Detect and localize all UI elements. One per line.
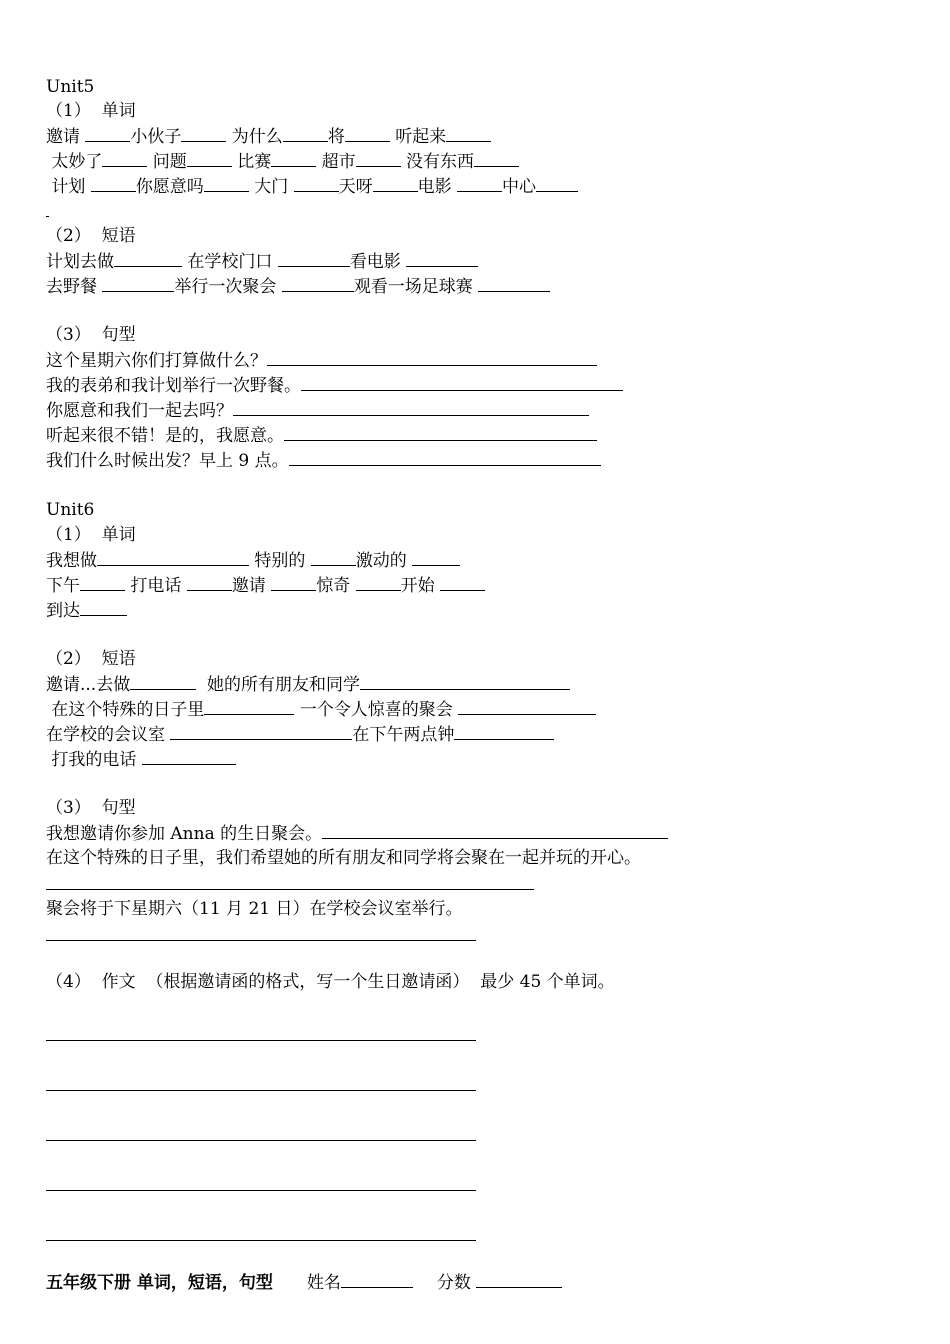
unit6-phrases-row3 (46, 724, 554, 744)
phrase-prompt: 举行一次聚会 (174, 277, 282, 297)
answer-blank[interactable] (282, 276, 354, 292)
answer-blank[interactable] (345, 126, 390, 142)
phrase-prompt: 打我的电话 (46, 750, 142, 770)
sentence-prompt: 听起来很不错！是的，我愿意。 (46, 426, 284, 446)
answer-blank[interactable] (440, 575, 485, 591)
unit6-section3-heading: （3） 句型 (46, 798, 136, 818)
composition-line[interactable] (46, 1140, 476, 1141)
answer-blank[interactable] (233, 400, 589, 416)
answer-blank[interactable] (446, 126, 491, 142)
word-prompt: 天呀 (338, 177, 373, 197)
name-label: 姓名 (306, 1273, 341, 1293)
answer-blank[interactable] (284, 425, 597, 441)
word-prompt: 将 (327, 127, 345, 147)
sentence-prompt: 我的表弟和我计划举行一次野餐。 (46, 376, 301, 396)
sentence-prompt: 我们什么时候出发？早上 9 点。 (46, 451, 289, 471)
answer-blank[interactable] (278, 251, 350, 267)
word-prompt: 到达 (46, 601, 80, 621)
phrase-prompt: 在下午两点钟 (352, 725, 455, 745)
unit5-sentence-4 (46, 425, 597, 445)
word-prompt: 邀请 (46, 127, 86, 147)
answer-blank[interactable] (271, 151, 316, 167)
word-prompt: 没有东西 (400, 152, 475, 172)
answer-blank[interactable] (80, 600, 127, 616)
phrase-prompt: 她的所有朋友和同学 (196, 675, 361, 695)
answer-blank[interactable] (181, 126, 226, 142)
phrase-prompt: 一个令人惊喜的聚会 (294, 700, 459, 720)
answer-blank[interactable] (294, 176, 339, 192)
answer-blank[interactable] (271, 575, 316, 591)
word-prompt: 计划 (46, 177, 91, 197)
worksheet-title: 五年级下册 单词，短语，句型 (46, 1273, 273, 1293)
word-prompt: 激动的 (355, 551, 413, 571)
unit6-section1-heading: （1） 单词 (46, 525, 136, 545)
phrase-prompt: 在这个特殊的日子里 (46, 700, 205, 720)
answer-blank[interactable] (478, 276, 550, 292)
word-prompt: 下午 (46, 576, 80, 596)
word-prompt: 惊奇 (316, 576, 356, 596)
answer-blank[interactable] (311, 550, 356, 566)
answer-blank[interactable] (267, 350, 597, 366)
unit6-words-row3 (46, 600, 127, 620)
unit5-phrases-row2 (46, 276, 550, 296)
composition-line[interactable] (46, 1240, 476, 1241)
unit6-section2-heading: （2） 短语 (46, 649, 136, 669)
answer-blank[interactable] (458, 699, 596, 715)
composition-line[interactable] (46, 1040, 476, 1041)
sentence-prompt: 这个星期六你们打算做什么？ (46, 351, 267, 371)
unit5-title: Unit5 (46, 77, 95, 97)
answer-blank[interactable] (322, 823, 668, 839)
sentence-prompt: 你愿意和我们一起去吗？ (46, 401, 233, 421)
unit6-sentence-1 (46, 823, 668, 843)
sentence-prompt: 我想邀请你参加 Anna 的生日聚会。 (46, 824, 323, 844)
unit5-words-row3 (46, 176, 578, 196)
unit5-sentence-1 (46, 350, 597, 370)
composition-line[interactable] (46, 1090, 476, 1091)
word-prompt: 听起来 (389, 127, 447, 147)
word-prompt: 邀请 (231, 576, 272, 596)
unit6-section4-heading: （4） 作文 （根据邀请函的格式，写一个生日邀请函） 最少 45 个单词。 (46, 972, 615, 992)
unit5-section1-heading: （1） 单词 (46, 101, 136, 121)
unit5-words-row2 (46, 151, 519, 171)
answer-line[interactable] (46, 889, 534, 890)
score-field[interactable] (476, 1272, 562, 1288)
answer-blank[interactable] (474, 151, 519, 167)
answer-blank[interactable] (114, 251, 182, 267)
composition-line[interactable] (46, 1190, 476, 1191)
unit6-title: Unit6 (46, 500, 95, 520)
unit6-phrases-row1 (46, 674, 570, 694)
answer-blank[interactable] (457, 176, 502, 192)
unit6-words-row1 (46, 550, 460, 570)
answer-blank[interactable] (536, 176, 578, 192)
phrase-prompt: 计划去做 (46, 252, 114, 272)
name-field[interactable] (341, 1272, 413, 1288)
phrase-prompt: 看电影 (349, 252, 407, 272)
word-prompt: 打电话 (125, 576, 187, 596)
phrase-prompt: 观看一场足球赛 (353, 277, 479, 297)
answer-blank[interactable] (412, 550, 460, 566)
unit6-phrases-row2 (46, 699, 596, 719)
unit5-phrases-row1 (46, 251, 478, 271)
word-prompt: 为什么 (226, 127, 283, 147)
unit5-sentence-2 (46, 375, 623, 395)
answer-blank[interactable] (301, 375, 623, 391)
word-prompt: 超市 (316, 152, 356, 172)
worksheet-footer (46, 1272, 562, 1292)
unit6-phrases-row4 (46, 749, 236, 769)
answer-blank[interactable] (102, 151, 147, 167)
answer-blank[interactable] (97, 550, 249, 566)
word-prompt: 小伙子 (130, 127, 182, 147)
unit5-section2-heading: （2） 短语 (46, 226, 136, 246)
answer-blank[interactable] (170, 724, 352, 740)
answer-blank[interactable] (360, 674, 570, 690)
unit5-sentence-3 (46, 400, 589, 420)
word-prompt: 大门 (248, 177, 294, 197)
unit5-words-row1 (46, 126, 491, 146)
answer-blank[interactable] (187, 575, 232, 591)
answer-blank[interactable] (142, 749, 236, 765)
unit6-words-row2 (46, 575, 485, 595)
word-prompt: 问题 (147, 152, 187, 172)
answer-blank[interactable] (373, 176, 418, 192)
answer-line[interactable] (46, 940, 476, 941)
phrase-prompt: 邀请...去做 (46, 675, 131, 695)
answer-blank[interactable] (356, 575, 401, 591)
answer-blank[interactable] (289, 450, 601, 466)
word-prompt: 我想做 (46, 551, 97, 571)
phrase-prompt: 在学校门口 (182, 252, 278, 272)
answer-blank[interactable] (91, 176, 136, 192)
answer-blank[interactable] (454, 724, 554, 740)
answer-blank[interactable] (204, 699, 294, 715)
answer-blank[interactable] (85, 126, 130, 142)
unit5-sentence-5 (46, 450, 601, 470)
answer-blank[interactable] (406, 251, 478, 267)
word-prompt: 太妙了 (46, 152, 103, 172)
word-prompt: 开始 (400, 576, 441, 596)
phrase-prompt: 在学校的会议室 (46, 725, 171, 745)
phrase-prompt: 去野餐 (46, 277, 103, 297)
word-prompt: 中心 (502, 177, 537, 197)
answer-blank[interactable] (356, 151, 401, 167)
unit6-sentence-2: 在这个特殊的日子里，我们希望她的所有朋友和同学将会聚在一起并玩的开心。 (46, 848, 641, 868)
word-prompt: 特别的 (249, 551, 311, 571)
answer-blank[interactable] (102, 276, 174, 292)
answer-blank[interactable] (80, 575, 125, 591)
stray-mark (46, 216, 49, 217)
unit5-section3-heading: （3） 句型 (46, 325, 136, 345)
score-label: 分数 (436, 1273, 477, 1293)
word-prompt: 电影 (417, 177, 458, 197)
answer-blank[interactable] (130, 674, 196, 690)
answer-blank[interactable] (204, 176, 249, 192)
unit6-sentence-3: 聚会将于下星期六（11 月 21 日）在学校会议室举行。 (46, 899, 463, 919)
answer-blank[interactable] (283, 126, 328, 142)
word-prompt: 比赛 (231, 152, 272, 172)
word-prompt: 你愿意吗 (135, 177, 204, 197)
answer-blank[interactable] (187, 151, 232, 167)
